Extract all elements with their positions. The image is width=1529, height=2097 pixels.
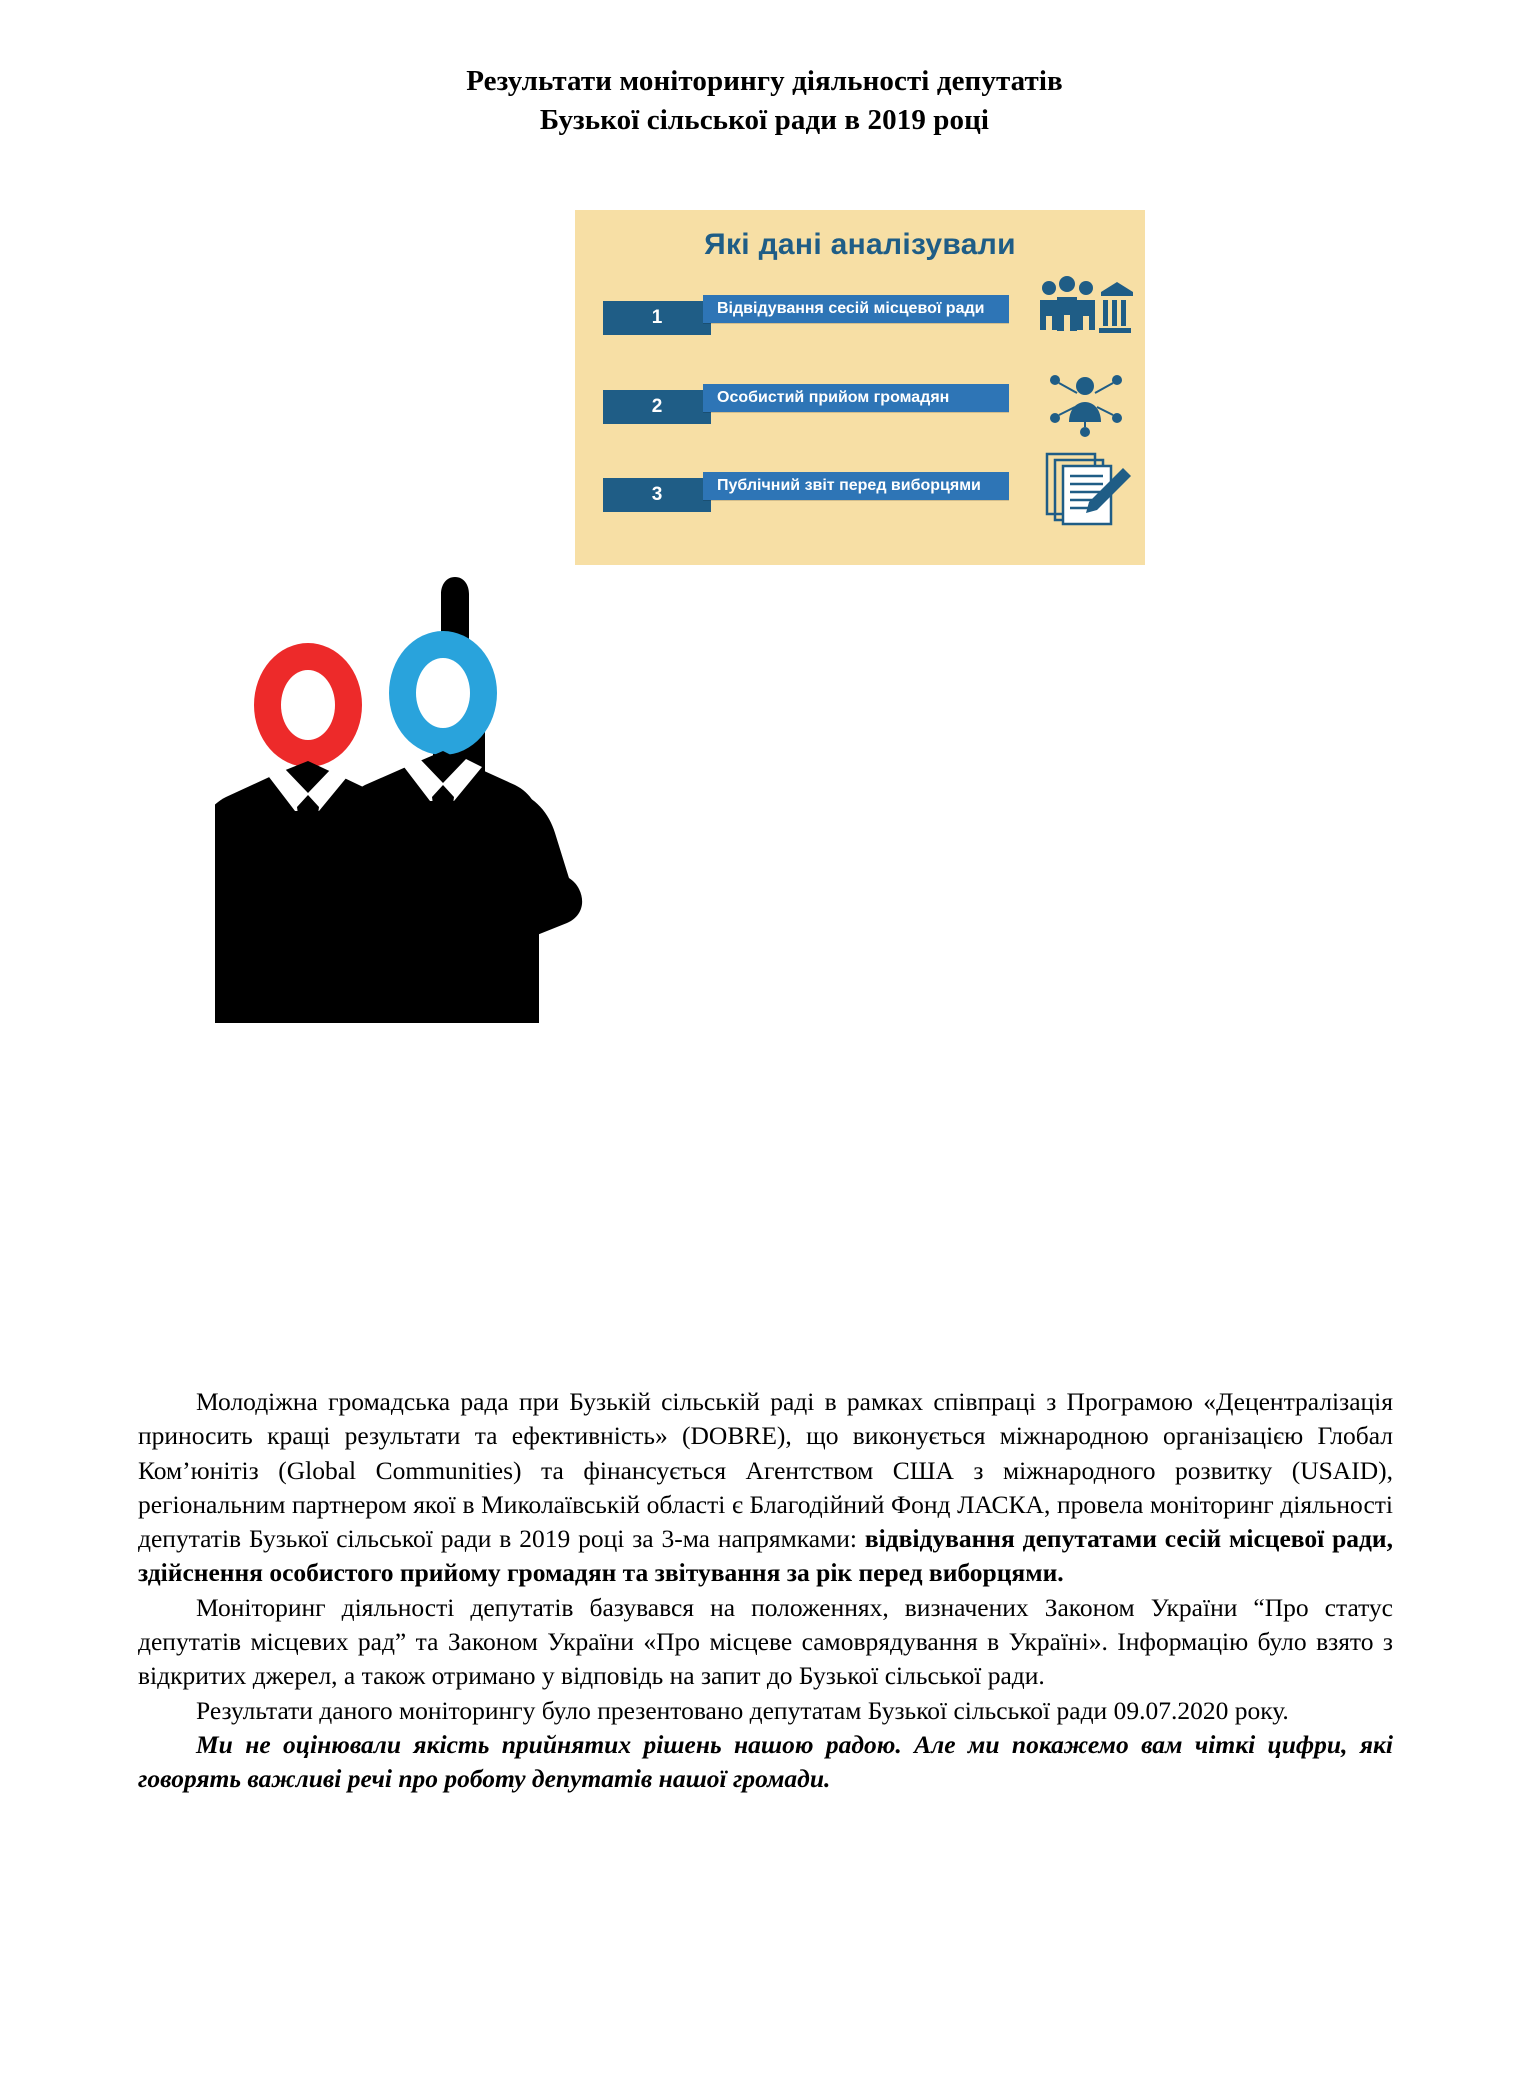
- documents-pencil-icon: [1035, 448, 1135, 528]
- person-network-icon: [1035, 360, 1135, 440]
- paragraph-1: [138, 1385, 1393, 1591]
- page-title: [0, 62, 1529, 139]
- paragraph-1-run-2-bold: відвідування депутатами сесій місцевої ради, здійснення особистого прийому громадян та звітування за рік перед виборцями.: [138, 1524, 1394, 1588]
- infographic-panel: [575, 210, 1145, 565]
- infographic-row-3-label: Публічний звіт перед виборцями: [703, 472, 1009, 500]
- two-officials-silhouette: [215, 565, 635, 1035]
- paragraph-4: Ми не оцінювали якість прийнятих рішень нашою радою. Але ми покажемо вам чіткі цифри, які говорять важливі речі про роботу депутатів нашої громади.: [138, 1729, 1393, 1794]
- page-title-line2: Бузької сільської ради в 2019 році: [539, 103, 990, 136]
- body-text: [138, 1385, 1393, 1797]
- infographic-row-1-number: 1: [603, 301, 711, 335]
- infographic-row-2-number: 2: [603, 390, 711, 424]
- infographic-heading: Які дані аналізували: [704, 228, 1016, 261]
- page-title-line1: Результати моніторингу діяльності депутатів: [466, 65, 1063, 97]
- people-building-icon: [1035, 270, 1135, 350]
- infographic-row-2-label: Особистий прийом громадян: [703, 384, 1009, 412]
- paragraph-2: Моніторинг діяльності депутатів базувався на положеннях, визначених Законом України “Про статус депутатів місцевих рад” та Законом України «Про місцеве самоврядування в Україні». Інформацію було взято з відкритих джерел, а також отримано у відповідь на запит до Бузької сільської ради.: [138, 1592, 1393, 1691]
- infographic-row-3-number: 3: [603, 478, 711, 512]
- infographic-row-1-label: Відвідування сесій місцевої ради: [703, 295, 1009, 323]
- paragraph-1-run-1: Молодіжна громадська рада при Бузькій сільській раді в рамках співпраці з Програмою «Децентралізація приносить кращі результати та ефективність» (DOBRE), що виконується міжнародною організацією Глобал Ком’юнітіз (Global Communities) та фінансується Агентством США з міжнародного розвитку (USAID), регіональним партнером якої в Миколаївській області є Благодійний Фонд ЛАСКА, провела моніторинг діяльності депутатів Бузької сільської ради в 2019 році за 3-ма напрямками:: [138, 1387, 1393, 1554]
- paragraph-3: Результати даного моніторингу було презентовано депутатам Бузької сільської ради 09.07.2020 року.: [196, 1695, 1289, 1725]
